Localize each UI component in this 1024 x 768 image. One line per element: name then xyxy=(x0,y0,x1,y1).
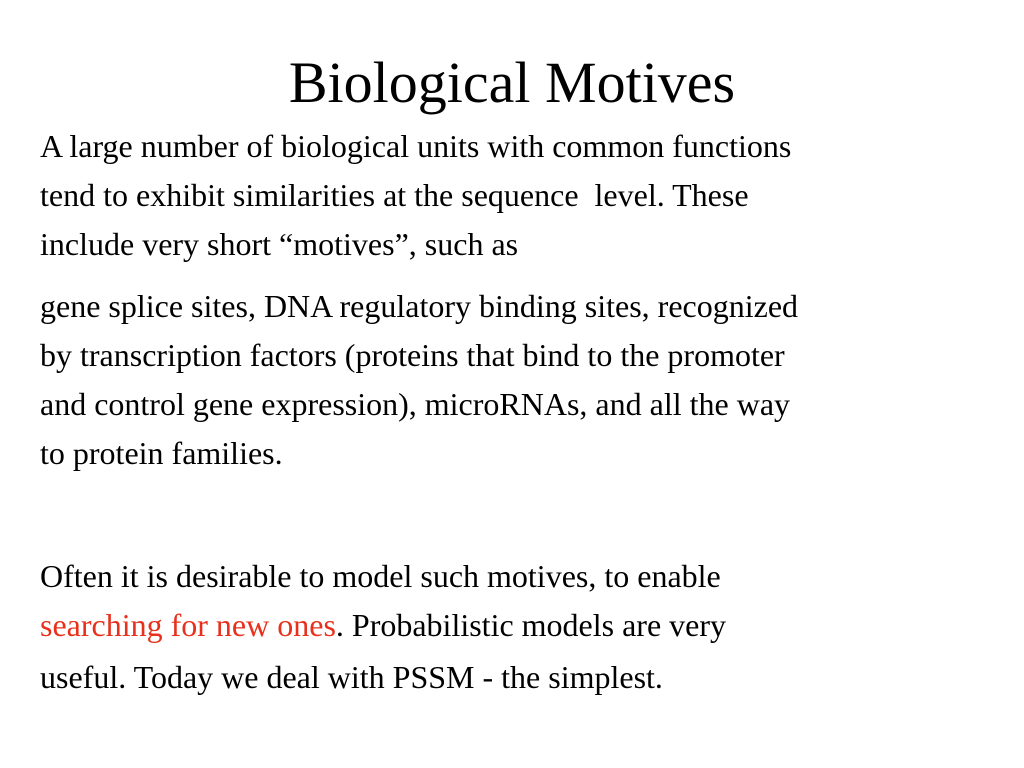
highlighted-text: searching for new ones xyxy=(40,607,336,643)
paragraph-line: useful. Today we deal with PSSM - the simplest. xyxy=(40,659,663,695)
paragraph-line: and control gene expression), microRNAs, and all the way xyxy=(40,386,791,422)
paragraph-line-highlighted xyxy=(40,601,1000,650)
paragraph-line: tend to exhibit similarities at the sequence level. These xyxy=(40,177,749,213)
paragraph-examples xyxy=(40,282,1000,478)
paragraph-line-rest: . Probabilistic models are very xyxy=(335,607,727,643)
slide-title: Biological Motives xyxy=(288,50,736,115)
paragraph-line: A large number of biological units with common functions xyxy=(40,128,792,164)
paragraph-line: Often it is desirable to model such motives, to enable xyxy=(40,558,721,594)
paragraph-line: gene splice sites, DNA regulatory binding sites, recognized xyxy=(40,288,799,324)
paragraph-line: include very short “motives”, such as xyxy=(40,226,519,262)
paragraph-line: by transcription factors (proteins that bind to the promoter xyxy=(40,337,785,373)
paragraph-line: to protein families. xyxy=(40,435,283,471)
paragraph-modeling xyxy=(40,552,1000,702)
paragraph-intro xyxy=(40,122,1000,269)
